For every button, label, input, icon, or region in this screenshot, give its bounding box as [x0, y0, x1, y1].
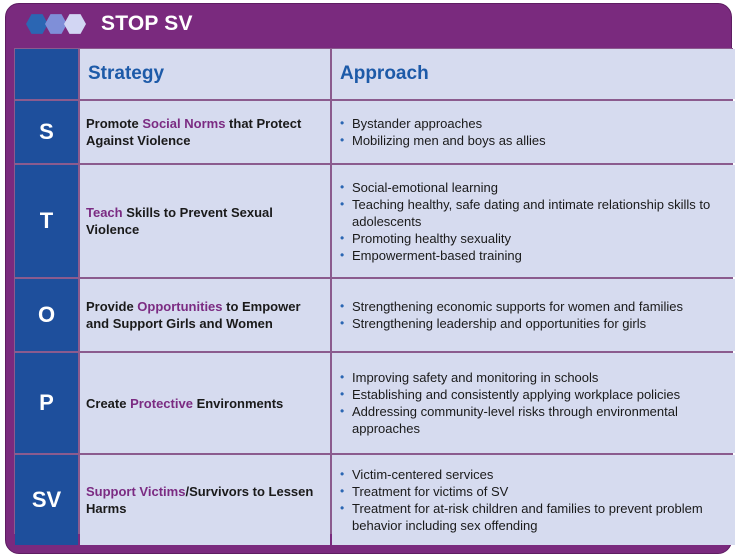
- approach-item: • Victim-centered services: [340, 466, 731, 483]
- strategy-cell: [80, 455, 330, 545]
- strategy-text-pre: Create: [86, 395, 131, 411]
- strategy-cell: [80, 101, 330, 163]
- strategy-column-header: Strategy: [80, 49, 330, 99]
- strategy-text-post: Skills to Prevent Sexual Violence: [86, 205, 273, 237]
- approach-item: • Addressing community-level risks through environmental approaches: [340, 403, 731, 437]
- strategy-highlight: Teach: [86, 205, 123, 220]
- strategy-cell: [80, 353, 330, 453]
- strategy-highlight: Social Norms: [142, 116, 226, 131]
- strategy-text: [86, 483, 324, 517]
- approach-cell: [332, 353, 735, 453]
- approach-item: • Promoting healthy sexuality: [340, 230, 731, 247]
- approach-item: • Empowerment-based training: [340, 247, 731, 264]
- strategy-text-post: Environments: [192, 395, 284, 411]
- row-letter: O: [15, 279, 78, 351]
- footer-bar: [6, 533, 731, 553]
- approach-cell: [332, 101, 735, 163]
- hexagon-lavender-icon: [64, 13, 86, 35]
- table-corner: [15, 49, 78, 99]
- row-letter: T: [15, 165, 78, 277]
- hexagon-blue-icon: [26, 13, 48, 35]
- header-bar: [6, 4, 731, 44]
- approach-item: • Mobilizing men and boys as allies: [340, 132, 546, 149]
- strategy-text-post: that Protect Against Violence: [86, 116, 302, 148]
- approach-column-header: Approach: [332, 49, 735, 99]
- strategy-text: [86, 298, 324, 332]
- approach-item: • Improving safety and monitoring in schools: [340, 369, 731, 386]
- strategy-text-pre: Promote: [86, 116, 143, 131]
- row-letter: S: [15, 101, 78, 163]
- approach-list: [340, 466, 731, 534]
- stop-sv-frame: [5, 3, 732, 554]
- strategy-cell: [80, 279, 330, 351]
- approach-item: • Social-emotional learning: [340, 179, 731, 196]
- strategy-highlight: Opportunities: [137, 299, 223, 314]
- approach-list: [340, 115, 546, 149]
- approach-cell: [332, 165, 735, 277]
- approach-item: • Treatment for victims of SV: [340, 483, 731, 500]
- strategy-text: [86, 204, 324, 238]
- strategy-cell: [80, 165, 330, 277]
- hexagon-logo-icon: [26, 13, 83, 35]
- approach-item: • Teaching healthy, safe dating and intimate relationship skills to adolescents: [340, 196, 731, 230]
- approach-item: • Bystander approaches: [340, 115, 546, 132]
- row-letter: SV: [15, 455, 78, 545]
- approach-list: [340, 179, 731, 264]
- strategy-text: [86, 115, 324, 149]
- strategy-table: [14, 48, 733, 534]
- strategy-text: [86, 395, 283, 412]
- approach-item: • Establishing and consistently applying workplace policies: [340, 386, 731, 403]
- strategy-highlight: Support Victims: [86, 484, 186, 499]
- approach-list: [340, 369, 731, 437]
- approach-cell: [332, 455, 735, 545]
- approach-cell: [332, 279, 735, 351]
- hexagon-periwinkle-icon: [45, 13, 67, 35]
- approach-item: • Strengthening leadership and opportunities for girls: [340, 315, 683, 332]
- page-title: STOP SV: [101, 12, 193, 35]
- approach-item: • Strengthening economic supports for women and families: [340, 298, 683, 315]
- strategy-text-post: /Survivors to Lessen Harms: [86, 484, 314, 516]
- approach-list: [340, 298, 683, 332]
- strategy-text-pre: Provide: [86, 299, 138, 314]
- strategy-text-post: to Empower and Support Girls and Women: [86, 299, 301, 331]
- strategy-highlight: Protective: [130, 395, 193, 411]
- row-letter: P: [15, 353, 78, 453]
- approach-item: • Treatment for at-risk children and families to prevent problem behavior including sex offending: [340, 500, 731, 534]
